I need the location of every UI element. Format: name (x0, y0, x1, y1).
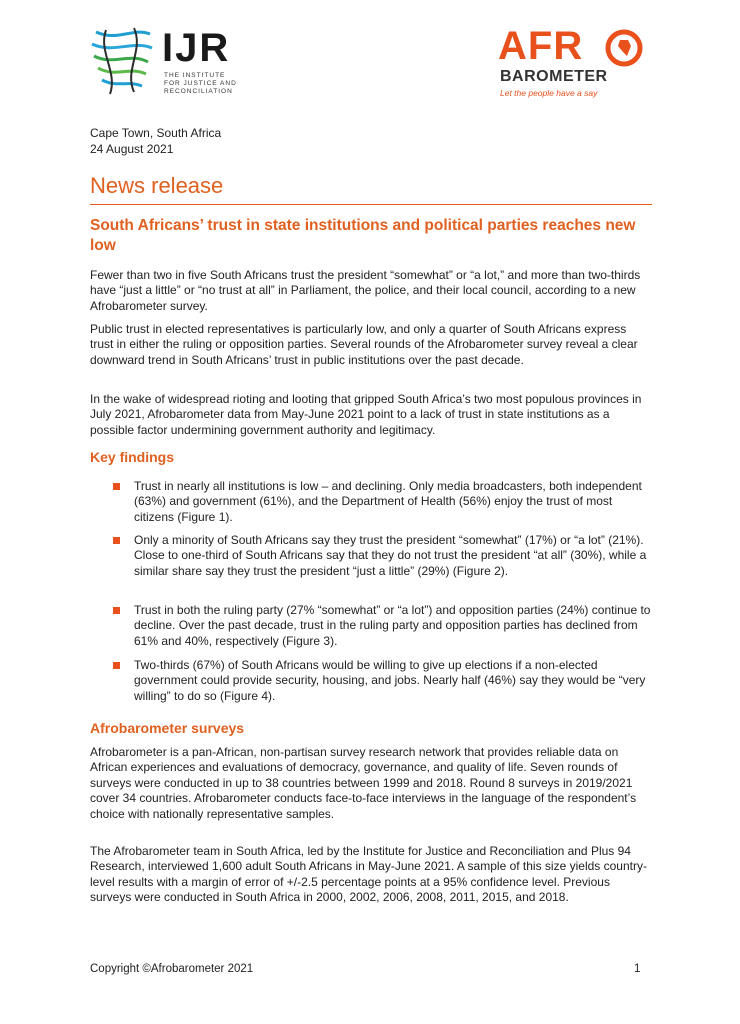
finding-item: Trust in both the ruling party (27% “somewhat” or “a lot”) and opposition parties (24%) continue to decline. Over the past decade, trust in the ruling party and opposition parties has declined from 61% and 40%, respectively (Figure 3). (134, 603, 651, 648)
finding-item: Trust in nearly all institutions is low – and declining. Only media broadcasters, both independent (63%) and government (61%), and the Department of Health (56%) enjoy the trust of most citizens (Figure 1). (134, 479, 642, 524)
headline: South Africans’ trust in state institutions and political parties reaches new low (90, 217, 636, 254)
surveys-paragraph: Afrobarometer is a pan-African, non-partisan survey research network that provides reliable data on African experiences and evaluations of democracy, governance, and quality of life. Seven rounds of surveys were conducted in up to 38 countries between 1999 and 2018. Round 8 surveys in 2019/2021 cover 34 countries. Afrobarometer conducts face-to-face interviews in the language of the respondent’s choice with nationally representative samples. (90, 745, 637, 821)
dateline-place: Cape Town, South Africa (90, 126, 222, 140)
finding-item: Only a minority of South Africans say they trust the president “somewhat” (17%) or “a lot” (21%). Close to one-third of South Africans say that they do not trust the president “at all” (30%), while a similar share say they trust the president “just a little” (29%) (Figure 2). (134, 533, 647, 578)
surveys-paragraph: The Afrobarometer team in South Africa, led by the Institute for Justice and Reconciliation and Plus 94 Research, interviewed 1,600 adult South Africans in May-June 2021. A sample of this size yields country-level results with a margin of error of +/-2.5 percentage points at a 95% confidence level. Previous surveys were conducted in South Africa in 2000, 2002, 2006, 2008, 2011, 2015, and 2018. (90, 844, 647, 905)
ijr-sub-line: RECONCILIATION (164, 88, 233, 95)
ijr-letters: IJR (162, 26, 231, 70)
title-divider (90, 204, 652, 205)
footer-copyright: Copyright ©Afrobarometer 2021 (90, 963, 254, 975)
surveys-heading: Afrobarometer surveys (90, 720, 245, 736)
afro-tagline: Let the people have a say (500, 88, 598, 98)
afro-wordmark: AFR (498, 24, 584, 68)
ijr-helix-icon (88, 22, 158, 102)
bullet-square-icon (113, 483, 120, 490)
page-number: 1 (634, 963, 641, 975)
afrobarometer-logo (498, 24, 658, 104)
ijr-sub-line: THE INSTITUTE (164, 72, 226, 79)
intro-paragraph: Fewer than two in five South Africans trust the president “somewhat” or “a lot,” and more than two-thirds have “just a little” or “no trust at all” in Parliament, the police, and their local council, according to a new Afrobarometer survey. (90, 268, 641, 313)
bullet-square-icon (113, 662, 120, 669)
bullet-square-icon (113, 537, 120, 544)
ijr-sub-line: FOR JUSTICE AND (164, 80, 237, 87)
afro-barometer-text: BAROMETER (500, 68, 608, 85)
dateline (90, 125, 221, 157)
key-findings-heading: Key findings (90, 449, 175, 465)
africa-speech-icon (604, 28, 644, 68)
page-title: News release (90, 173, 224, 198)
ijr-logo (88, 22, 258, 102)
intro-paragraph: In the wake of widespread rioting and looting that gripped South Africa’s two most populous provinces in July 2021, Afrobarometer data from May-June 2021 point to a lack of trust in state institutions as a possible factor undermining government authority and legitimacy. (90, 392, 642, 437)
bullet-square-icon (113, 607, 120, 614)
ijr-subtitle (164, 72, 237, 96)
finding-item: Two-thirds (67%) of South Africans would be willing to give up elections if a non-elected government could provide security, housing, and jobs. Nearly half (46%) say they would be “very willing” to do so (Figure 4). (134, 658, 646, 703)
dateline-date: 24 August 2021 (90, 142, 174, 156)
intro-paragraph: Public trust in elected representatives is particularly low, and only a quarter of South Africans express trust in either the ruling or opposition parties. Several rounds of the Afrobarometer survey reveal a clear downward trend in South Africans’ trust in public institutions over the past decade. (90, 322, 638, 367)
